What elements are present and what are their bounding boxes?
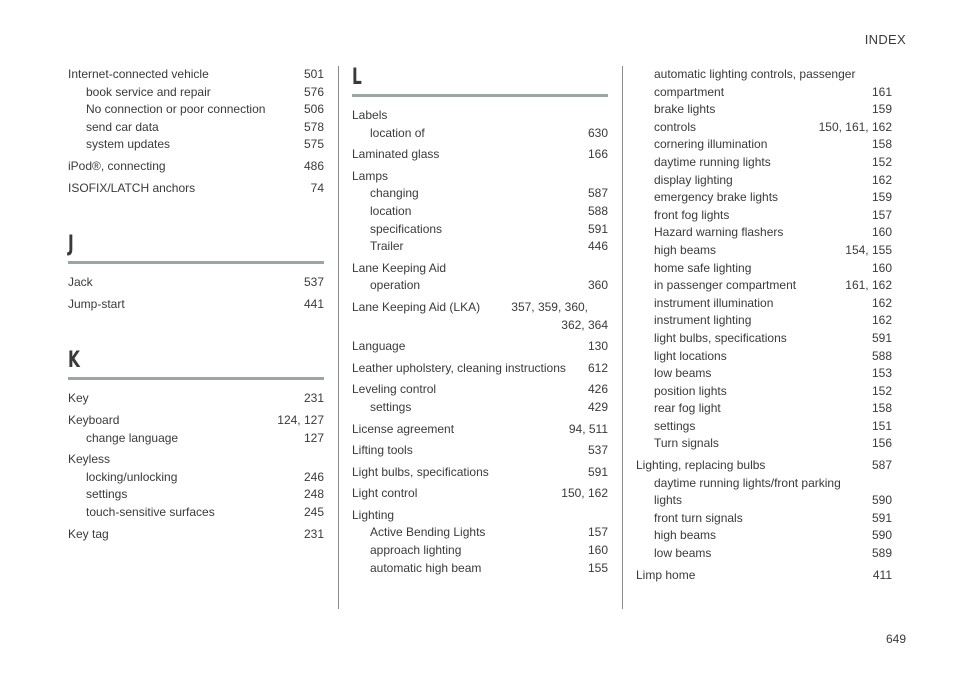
subentry-row: [636, 260, 892, 278]
index-column-1: [68, 66, 324, 547]
entry-term: Lamps: [352, 168, 389, 183]
subentry-pages: 429: [587, 399, 608, 414]
subentry-term-line1: daytime running lights/front parking: [654, 475, 841, 490]
subentry-term-line2: compartment: [654, 84, 725, 99]
subentry-term: instrument illumination: [654, 295, 774, 310]
index-entry-keyboard: [68, 412, 324, 447]
index-entry-key: [68, 390, 324, 408]
subentry-pages: 587: [587, 186, 608, 201]
column-divider: [338, 66, 339, 609]
subentry-pages: 151: [871, 418, 892, 433]
subentry-term: touch-sensitive surfaces: [86, 504, 215, 519]
subentry-pages: 588: [587, 203, 608, 218]
entry-term: Lighting, replacing bulbs: [636, 458, 766, 473]
subentry-term: rear fog light: [654, 401, 721, 416]
index-entry-laminated-glass: [352, 146, 608, 164]
subentry-row: [636, 224, 892, 242]
index-entry-internet: [68, 66, 324, 154]
page-number: 649: [885, 632, 906, 646]
subentry-term: locking/unlocking: [86, 469, 178, 484]
entry-term: Labels: [352, 108, 388, 122]
index-entry-lane-keeping-aid: [352, 260, 608, 295]
entry-term: License agreement: [352, 421, 455, 436]
subentry-pages: 155: [587, 560, 608, 575]
index-column-3: [636, 66, 892, 588]
index-entry-lighting-continued: [636, 66, 892, 453]
subentry-pages: 158: [871, 401, 892, 416]
subentry-pages: 162: [871, 295, 892, 310]
subentry-row: [636, 435, 892, 453]
entry-pages: 537: [303, 275, 324, 290]
subentry-term: operation: [370, 278, 421, 293]
entry-term: Lane Keeping Aid (LKA): [352, 299, 481, 314]
subentry-row: [636, 242, 892, 260]
subentry-pages: 590: [871, 528, 892, 543]
subentry-term: in passenger compartment: [654, 278, 797, 293]
subentry-term: location: [370, 203, 412, 218]
entry-term: Limp home: [636, 567, 696, 582]
column-divider: [622, 66, 623, 609]
subentry-term: changing: [370, 186, 419, 201]
section-letter-l: L: [352, 65, 362, 90]
index-entry-light-control: [352, 485, 608, 503]
subentry-term: book service and repair: [86, 84, 211, 99]
subentry-pages: 578: [303, 119, 324, 134]
index-entry-lighting: [352, 507, 608, 577]
entry-pages-continued: 362, 364: [561, 317, 608, 332]
index-entry-isofix: [68, 180, 324, 198]
index-column-2: [352, 66, 608, 581]
entry-pages: 591: [587, 464, 608, 479]
entry-pages: 441: [303, 296, 324, 311]
entry-pages: 537: [587, 443, 608, 458]
subentry-term: automatic high beam: [370, 560, 482, 575]
subentry-term: controls: [654, 119, 697, 134]
subentry-term: light bulbs, specifications: [654, 330, 787, 345]
entry-pages: 612: [587, 360, 608, 375]
subentry-row: [636, 348, 892, 366]
entry-term: Jack: [68, 275, 93, 290]
subentry-pages: 159: [871, 102, 892, 117]
subentry-term: low beams: [654, 546, 712, 561]
subentry-term: settings: [654, 418, 696, 433]
subentry-pages: 162: [871, 172, 892, 187]
index-entry-license: [352, 421, 608, 439]
index-entry-ipod: [68, 158, 324, 176]
index-entry-leather: [352, 360, 608, 378]
entry-term: Keyboard: [68, 412, 120, 427]
entry-term: Light control: [352, 486, 418, 501]
subentry-term: daytime running lights: [654, 154, 771, 169]
subentry-pages: 576: [303, 84, 324, 99]
subentry-term: front turn signals: [654, 510, 743, 525]
index-entry-labels: [352, 107, 608, 142]
entry-term: Light bulbs, specifications: [352, 464, 489, 479]
subentry-pages: 591: [871, 510, 892, 525]
subentry-pages: 506: [303, 102, 324, 117]
subentry-pages: 591: [587, 221, 608, 236]
index-entry-lamps: [352, 168, 608, 256]
entry-term: Laminated glass: [352, 147, 440, 162]
subentry-pages: 150, 161, 162: [818, 119, 892, 134]
entry-term: Internet-connected vehicle: [68, 67, 209, 81]
subentry-pages: 160: [871, 225, 892, 240]
index-entry-jack: [68, 274, 324, 292]
subentry-term: light locations: [654, 348, 727, 363]
entry-term: Key: [68, 391, 89, 406]
subentry-term: approach lighting: [370, 543, 462, 558]
entry-pages: 124, 127: [277, 412, 324, 427]
subentry-term: high beams: [654, 528, 717, 543]
subentry-term: position lights: [654, 383, 727, 398]
entry-pages: 587: [871, 458, 892, 473]
subentry-term: change language: [86, 430, 179, 445]
subentry-pages: 630: [587, 125, 608, 140]
entry-term: Language: [352, 339, 406, 354]
entry-term: Lifting tools: [352, 443, 413, 458]
subentry-term: front fog lights: [654, 207, 730, 222]
entry-pages: 231: [303, 391, 324, 406]
entry-pages: 74: [310, 180, 324, 195]
entry-pages: 94, 511: [568, 421, 608, 436]
subentry-pages: 152: [871, 383, 892, 398]
index-entry-language: [352, 338, 608, 356]
section-j: [68, 233, 324, 313]
subentry-pages: 159: [871, 190, 892, 205]
subentry-row: [636, 189, 892, 207]
entry-term: Jump-start: [68, 296, 125, 311]
entry-term: iPod®, connecting: [68, 158, 166, 173]
subentry-term: high beams: [654, 242, 717, 257]
subentry-row: [636, 312, 892, 330]
subentry-row: [636, 365, 892, 383]
subentry-pages: 157: [871, 207, 892, 222]
subentry-term: location of: [370, 125, 425, 140]
index-entry-lka: [352, 299, 608, 334]
entry-pages: 130: [587, 339, 608, 354]
subentry-pages: 153: [871, 366, 892, 381]
section-k: [68, 349, 324, 543]
entry-term: Leveling control: [352, 382, 437, 397]
subentry-row: [636, 330, 892, 348]
entry-term: Keyless: [68, 452, 111, 467]
entry-term: Leather upholstery, cleaning instructions: [352, 360, 566, 375]
subentry-row: [636, 383, 892, 401]
index-entry-jump-start: [68, 296, 324, 314]
entry-term: Lighting: [352, 507, 395, 522]
entry-pages: 411: [872, 567, 892, 582]
subentry-pages: 575: [303, 137, 324, 152]
entry-pages: 150, 162: [561, 486, 608, 501]
subentry-row: [636, 295, 892, 313]
subentry-pages: 160: [871, 260, 892, 275]
entry-pages: 486: [303, 158, 324, 173]
entry-pages: 357, 359, 360,: [511, 299, 588, 314]
index-entry-key-tag: [68, 526, 324, 544]
subentry-pages: 245: [303, 504, 324, 519]
subentry-row: [636, 400, 892, 418]
subentry-term: specifications: [370, 221, 443, 236]
entry-term: Lane Keeping Aid: [352, 260, 447, 275]
section-letter-j: J: [68, 232, 74, 258]
entry-pages: 501: [303, 67, 324, 81]
subentry-pages: 360: [587, 278, 608, 293]
subentry-pages: 588: [871, 348, 892, 363]
subentry-row: [636, 418, 892, 436]
subentry-term: home safe lighting: [654, 260, 752, 275]
index-entry-light-bulbs: [352, 464, 608, 482]
subentry-pages: 246: [303, 469, 324, 484]
subentry-pages: 248: [303, 487, 324, 502]
subentry-term: settings: [370, 399, 412, 414]
subentry-term: instrument lighting: [654, 313, 752, 328]
subentry-term: display lighting: [654, 172, 733, 187]
index-entry-lifting-tools: [352, 442, 608, 460]
page-header-title: INDEX: [864, 32, 906, 47]
subentry-term: send car data: [86, 119, 159, 134]
subentry-row: [636, 277, 892, 295]
subentry-pages: 157: [587, 525, 608, 540]
subentry-term: Active Bending Lights: [370, 525, 486, 540]
subentry-pages: 127: [303, 430, 324, 445]
index-entry-limp-home: [636, 567, 892, 585]
entry-term: ISOFIX/LATCH anchors: [68, 180, 196, 195]
entry-pages: 166: [587, 147, 608, 162]
section-rule: [352, 94, 608, 97]
index-entry-leveling-control: [352, 381, 608, 416]
subentry-term: emergency brake lights: [654, 190, 779, 205]
subentry-term: brake lights: [654, 102, 716, 117]
subentry-pages: 160: [587, 543, 608, 558]
section-rule: [68, 261, 324, 264]
subentry-term-line1: automatic lighting controls, passenger: [654, 67, 856, 81]
subentry-term: settings: [86, 487, 128, 502]
section-letter-k: K: [68, 348, 80, 374]
subentry-pages: 162: [871, 313, 892, 328]
subentry-pages: 589: [871, 546, 892, 561]
subentry-term-line2: lights: [654, 493, 683, 508]
subentry-pages: 152: [871, 154, 892, 169]
subentry-row: [636, 154, 892, 172]
subentry-pages: 158: [871, 137, 892, 152]
subentry-row: [636, 119, 892, 137]
entry-term: Key tag: [68, 526, 109, 541]
subentry-row: [636, 207, 892, 225]
subentry-row: [636, 101, 892, 119]
subentry-term: No connection or poor connection: [86, 102, 266, 117]
subentry-row: [636, 172, 892, 190]
subentry-pages: 446: [587, 239, 608, 254]
subentry-pages: 590: [871, 493, 892, 508]
subentry-pages: 156: [871, 436, 892, 451]
subentry-term: cornering illumination: [654, 137, 768, 152]
entry-pages: 426: [587, 382, 608, 397]
subentry-pages: 154, 155: [845, 242, 892, 257]
subentry-pages: 591: [871, 330, 892, 345]
subentry-term: low beams: [654, 366, 712, 381]
subentry-term: system updates: [86, 137, 171, 152]
subentry-term: Turn signals: [654, 436, 719, 451]
subentry-term: Trailer: [370, 239, 404, 254]
index-entry-keyless: [68, 451, 324, 521]
subentry-term: Hazard warning flashers: [654, 225, 784, 240]
subentry-row: [636, 136, 892, 154]
entry-pages: 231: [303, 526, 324, 541]
section-rule: [68, 377, 324, 380]
subentry-pages: 161, 162: [845, 278, 892, 293]
index-entry-lighting-replacing-bulbs: [636, 457, 892, 563]
subentry-pages: 161: [871, 84, 892, 99]
